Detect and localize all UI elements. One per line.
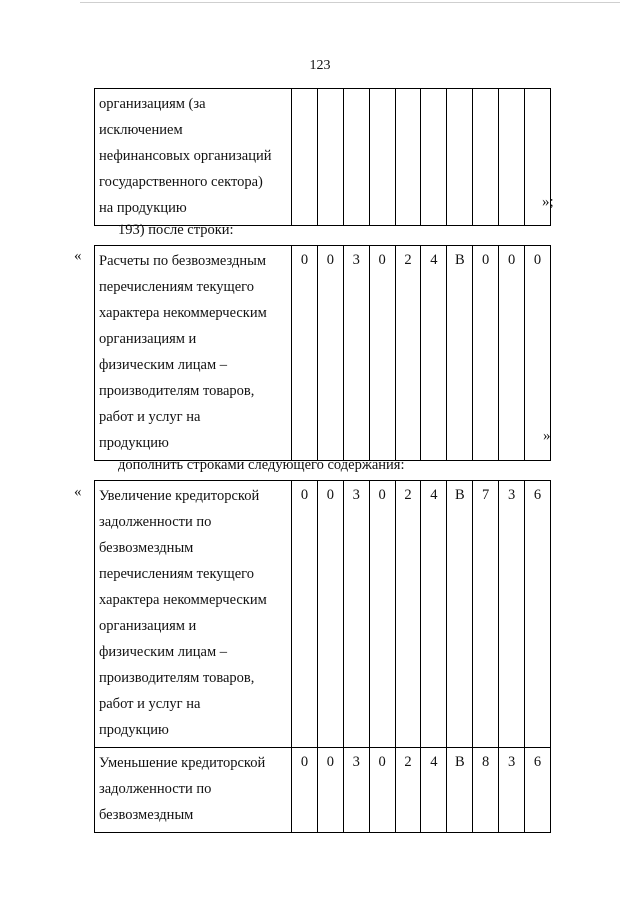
- name-line: работ и услуг на: [99, 696, 201, 712]
- row-name-cell: [95, 748, 292, 833]
- instruction-text: 193) после строки:: [118, 222, 234, 238]
- code-cell: 4: [421, 246, 447, 461]
- code-cell: В: [447, 246, 473, 461]
- table-after-row: [94, 245, 551, 461]
- name-line: задолженности по: [99, 514, 212, 530]
- name-line: перечислениям текущего: [99, 279, 254, 295]
- name-line: нефинансовых организаций: [99, 148, 272, 164]
- code-cell: 2: [395, 481, 421, 748]
- open-quote-mark: «: [74, 484, 82, 500]
- name-line: продукцию: [99, 435, 169, 451]
- table-continued: [94, 88, 551, 226]
- code-cell: 2: [395, 748, 421, 833]
- name-line: организациям (за: [99, 96, 206, 112]
- close-quote-mark: »;: [542, 194, 554, 210]
- code-cell: 2: [395, 246, 421, 461]
- code-cell: 4: [421, 481, 447, 748]
- code-cell: 0: [525, 246, 551, 461]
- code-cell: 0: [499, 246, 525, 461]
- code-cell: 0: [369, 481, 395, 748]
- code-cell: 3: [343, 246, 369, 461]
- code-cell: 8: [473, 748, 499, 833]
- close-quote-mark: »: [543, 428, 551, 444]
- name-line: Уменьшение кредиторской: [99, 755, 266, 771]
- code-cell: 0: [317, 481, 343, 748]
- name-line: безвозмездным: [99, 807, 194, 823]
- code-cell: 0: [292, 748, 318, 833]
- code-cell: 3: [343, 481, 369, 748]
- code-cell: 7: [473, 481, 499, 748]
- name-line: на продукцию: [99, 200, 187, 216]
- code-cell: [395, 89, 421, 226]
- name-line: Расчеты по безвозмездным: [99, 253, 267, 269]
- name-line: Увеличение кредиторской: [99, 488, 260, 504]
- name-line: задолженности по: [99, 781, 212, 797]
- code-cell: [292, 89, 318, 226]
- name-line: исключением: [99, 122, 183, 138]
- table-row: [95, 246, 551, 461]
- code-cell: 4: [421, 748, 447, 833]
- name-line: перечислениям текущего: [99, 566, 254, 582]
- code-cell: 0: [317, 748, 343, 833]
- code-cell: 6: [525, 748, 551, 833]
- code-cell: [447, 89, 473, 226]
- row-name-cell: [95, 246, 292, 461]
- code-cell: 6: [525, 481, 551, 748]
- code-cell: 3: [499, 748, 525, 833]
- code-cell: [369, 89, 395, 226]
- code-cell: 0: [292, 481, 318, 748]
- name-line: производителям товаров,: [99, 383, 255, 399]
- code-cell: В: [447, 481, 473, 748]
- table-new-rows: [94, 480, 551, 833]
- name-line: характера некоммерческим: [99, 592, 267, 608]
- table-row: [95, 481, 551, 748]
- code-cell: 3: [343, 748, 369, 833]
- name-line: продукцию: [99, 722, 169, 738]
- table-row: [95, 748, 551, 833]
- name-line: физическим лицам –: [99, 357, 228, 373]
- instruction-text: дополнить строками следующего содержания:: [118, 457, 405, 473]
- code-cell: [343, 89, 369, 226]
- code-cell: [473, 89, 499, 226]
- code-cell: 0: [292, 246, 318, 461]
- code-cell: 0: [369, 246, 395, 461]
- code-cell: [499, 89, 525, 226]
- code-cell: [317, 89, 343, 226]
- code-cell: 0: [317, 246, 343, 461]
- code-cell: 0: [369, 748, 395, 833]
- open-quote-mark: «: [74, 248, 82, 264]
- code-cell: [421, 89, 447, 226]
- table-row: [95, 89, 551, 226]
- name-line: организациям и: [99, 331, 197, 347]
- code-cell: 0: [473, 246, 499, 461]
- name-line: безвозмездным: [99, 540, 194, 556]
- page-number: 123: [309, 58, 331, 73]
- name-line: производителям товаров,: [99, 670, 255, 686]
- code-cell: 3: [499, 481, 525, 748]
- name-line: физическим лицам –: [99, 644, 228, 660]
- name-line: государственного сектора): [99, 174, 263, 190]
- name-line: работ и услуг на: [99, 409, 201, 425]
- row-name-cell: [95, 481, 292, 748]
- scan-edge-line: [80, 2, 620, 3]
- name-line: характера некоммерческим: [99, 305, 267, 321]
- row-name-cell: [95, 89, 292, 226]
- name-line: организациям и: [99, 618, 197, 634]
- code-cell: В: [447, 748, 473, 833]
